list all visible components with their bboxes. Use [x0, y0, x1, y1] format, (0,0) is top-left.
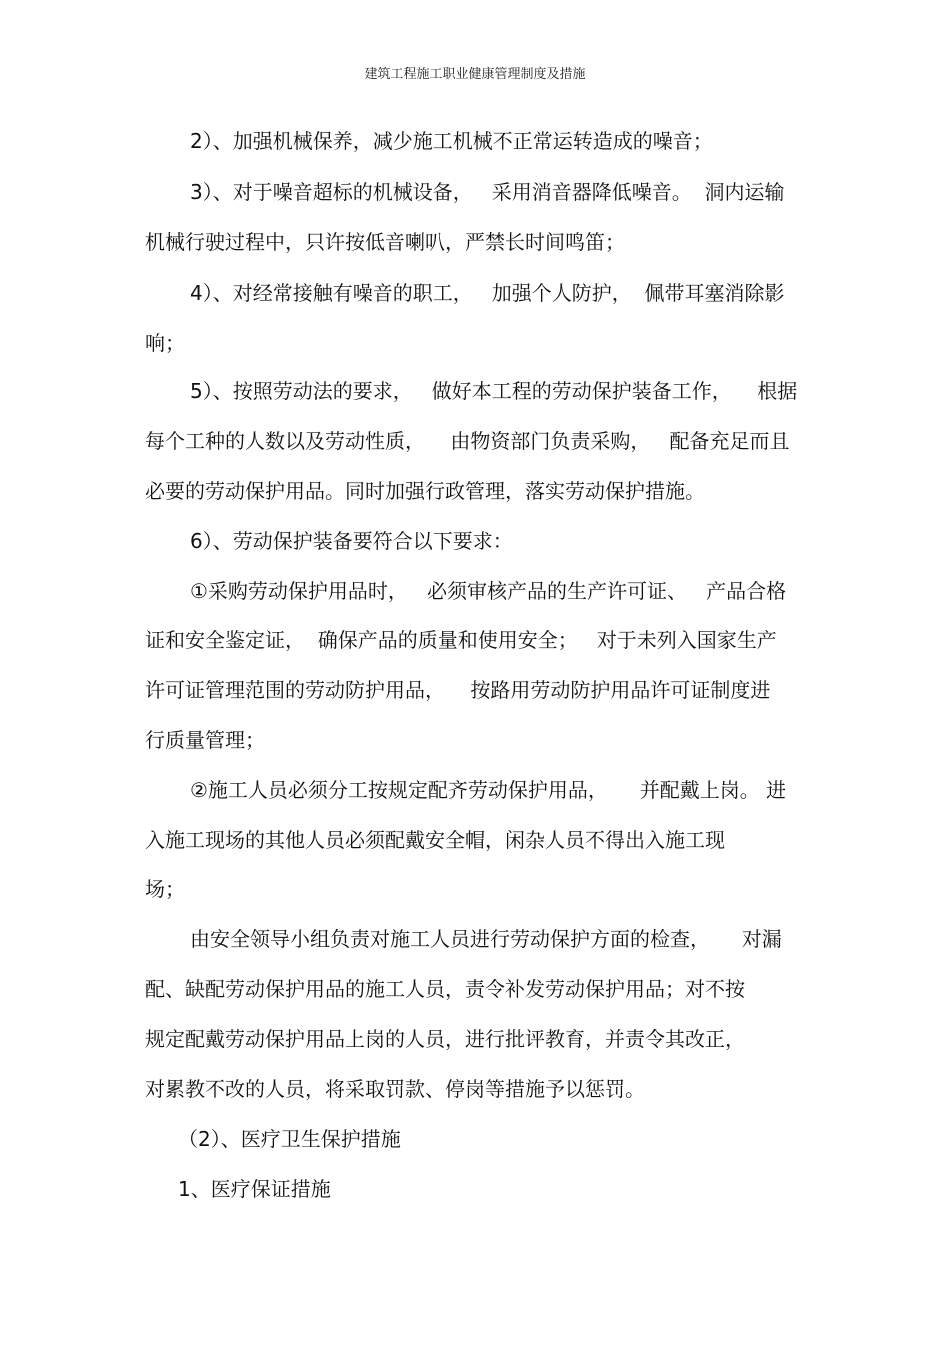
page-header-title: 建筑工程施工职业健康管理制度及措施	[364, 67, 586, 82]
paragraph-line: 6）、劳动保护装备要符合以下要求：	[190, 529, 513, 553]
paragraph-line: 机械行驶过程中，只许按低音喇叭，严禁长时间鸣笛；	[145, 230, 625, 254]
paragraph-line: 响；	[145, 331, 185, 355]
paragraph-line: 证和安全鉴定证， 确保产品的质量和使用安全； 对于未列入国家生产	[145, 628, 777, 652]
subsection-heading: 1、医疗保证措施	[178, 1177, 331, 1201]
paragraph-line: 每个工种的人数以及劳动性质， 由物资部门负责采购， 配备充足而且	[145, 429, 790, 453]
paragraph-line: 配、缺配劳动保护用品的施工人员，责令补发劳动保护用品；对不按	[145, 977, 745, 1001]
paragraph-line: 场；	[145, 877, 185, 901]
paragraph-line: 3）、对于噪音超标的机械设备， 采用消音器降低噪音。 洞内运输	[190, 180, 785, 204]
paragraph-line: 4）、对经常接触有噪音的职工， 加强个人防护， 佩带耳塞消除影	[190, 281, 785, 305]
paragraph-line: 对累教不改的人员，将采取罚款、停岗等措施予以惩罚。	[145, 1077, 645, 1101]
paragraph-line: 由安全领导小组负责对施工人员进行劳动保护方面的检查， 对漏	[190, 927, 782, 951]
paragraph-line: 行质量管理；	[145, 728, 265, 752]
paragraph-line: 许可证管理范围的劳动防护用品， 按路用劳动防护用品许可证制度进	[145, 678, 771, 702]
paragraph-line: ②施工人员必须分工按规定配齐劳动保护用品， 并配戴上岗。 进	[190, 778, 787, 802]
paragraph-line: ①采购劳动保护用品时， 必须审核产品的生产许可证、 产品合格	[190, 579, 787, 603]
section-heading: （2）、医疗卫生保护措施	[178, 1127, 401, 1151]
paragraph-line: 规定配戴劳动保护用品上岗的人员，进行批评教育，并责令其改正，	[145, 1027, 745, 1051]
paragraph-line: 必要的劳动保护用品。同时加强行政管理，落实劳动保护措施。	[145, 479, 705, 503]
paragraph-line: 入施工现场的其他人员必须配戴安全帽，闲杂人员不得出入施工现	[145, 828, 725, 852]
paragraph-line: 2）、加强机械保养，减少施工机械不正常运转造成的噪音；	[190, 129, 713, 153]
paragraph-line: 5）、按照劳动法的要求， 做好本工程的劳动保护装备工作， 根据	[190, 379, 798, 403]
